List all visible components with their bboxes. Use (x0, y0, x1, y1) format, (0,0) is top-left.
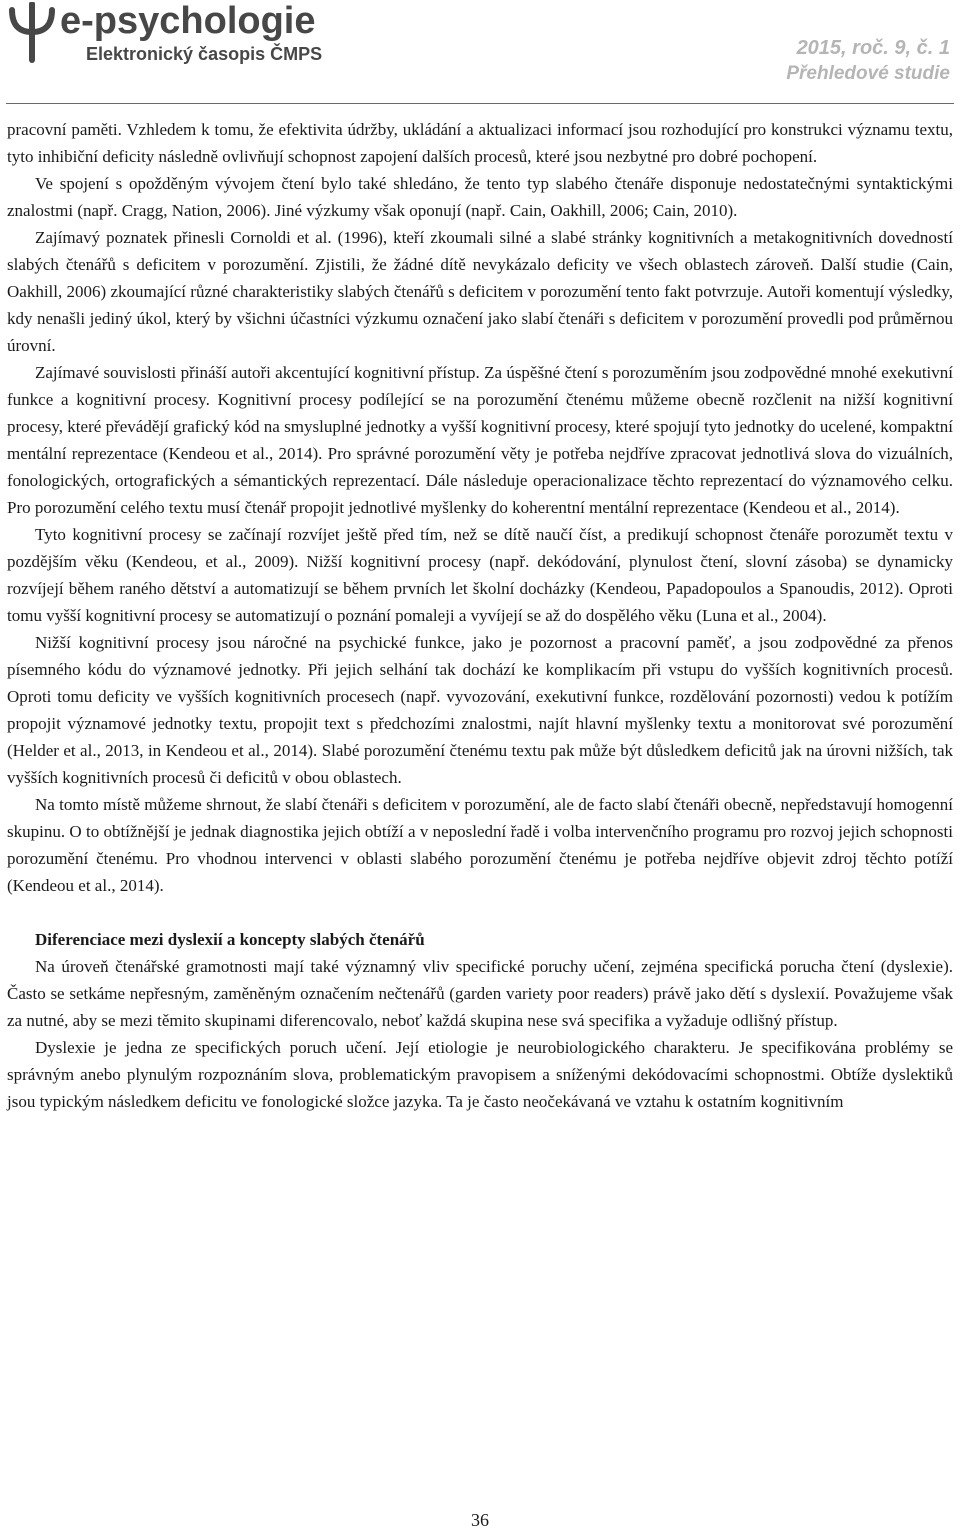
section-heading: Diferenciace mezi dyslexií a koncepty slabých čtenářů (35, 930, 425, 949)
paragraph: Nižší kognitivní procesy jsou náročné na psychické funkce, jako je pozornost a pracovní paměť, a jsou zodpovědné za přenos písemného kódu do významové jednotky. Při jejich selhání tak dochází ke komplikacím při vstupu do vyšších kognitivních procesů. Oproti tomu deficity ve vyšších kognitivních procesech (např. vyvozování, exekutivní funkce, rozdělování pozornosti) vedou k potížím propojit významové jednotky textu, propojit text s předchozími znalostmi, najít hlavní myšlenky textu a monitorovat své porozumění (Helder et al., 2013, in Kendeou et al., 2014). Slabé porozumění čtenému textu pak může být důsledkem deficitů jak na úrovni nižších, tak vyšších kognitivních procesů či deficitů v obou oblastech. (7, 633, 953, 787)
journal-logo (6, 0, 356, 70)
section-label: Přehledové studie (786, 63, 950, 84)
header-divider (6, 103, 954, 104)
paragraph: Zajímavý poznatek přinesli Cornoldi et al. (1996), kteří zkoumali silné a slabé stránky kognitivních a metakognitivních dovedností slabých čtenářů s deficitem v porozumění. Zjistili, že žádné dítě nevykázalo deficity ve všech oblastech zároveň. Další studie (Cain, Oakhill, 2006) zkoumající různé charakteristiky slabých čtenářů s deficitem v porozumění tento fakt potvrzuje. Autoři komentují výsledky, kdy nenašli jediný úkol, který by všichni účastníci výzkumu označení jako slabí čtenáři s deficitem v porozumění provedli pod průměrnou úrovní. (7, 228, 953, 355)
paragraph: pracovní paměti. Vzhledem k tomu, že efektivita údržby, ukládání a aktualizaci informací jsou rozhodující pro konstrukci významu textu, tyto inhibiční deficity následně ovlivňují schopnost zapojení dalších procesů, které jsou nezbytné pro dobré pochopení. (7, 120, 953, 166)
spacer (7, 899, 953, 926)
psi-letter-icon (6, 2, 58, 64)
paragraph: Zajímavé souvislosti přináší autoři akcentující kognitivní přístup. Za úspěšné čtení s porozuměním jsou zodpovědné mnohé exekutivní funkce a kognitivní procesy. Kognitivní procesy podílející se na porozumění čtenému můžeme obecně rozčlenit na nižší kognitivní procesy, které převádějí grafický kód na smysluplné jednotky a vyšší kognitivní procesy, které spojují tyto jednotky do ucelené, kompaktní mentální reprezentace (Kendeou et al., 2014). Pro správné porozumění věty je potřeba nejdříve zpracovat jednotlivá slova do vizuálních, fonologických, ortografických a sémantických reprezentací. Dále následuje operacionalizace těchto reprezentací do významového celku. Pro porozumění celého textu musí čtenář propojit jednotlivé myšlenky do koherentní mentální reprezentace (Kendeou et al., 2014). (7, 363, 953, 517)
page-number: 36 (471, 1510, 489, 1530)
paragraph: Ve spojení s opožděným vývojem čtení bylo také shledáno, že tento typ slabého čtenáře disponuje nedostatečnými syntaktickými znalostmi (např. Cragg, Nation, 2006). Jiné výzkumy však oponují (např. Cain, Oakhill, 2006; Cain, 2010). (7, 174, 953, 220)
issue-info (786, 35, 950, 87)
journal-name: e-psychologie (60, 0, 316, 42)
paragraph: Na tomto místě můžeme shrnout, že slabí čtenáři s deficitem v porozumění, ale de facto slabí čtenáři obecně, nepředstavují homogenní skupinu. O to obtížnější je jednak diagnostika jejich obtíží a v neposlední řadě i volba intervenčního programu pro rozvoj jejich schopnosti porozumění čtenému. Pro vhodnou intervenci v oblasti slabého porozumění čtenému je potřeba nejdříve objevit zdroj těchto potíží (Kendeou et al., 2014). (7, 795, 953, 895)
article-body (7, 116, 953, 1115)
paragraph: Tyto kognitivní procesy se začínají rozvíjet ještě před tím, než se dítě naučí číst, a predikují schopnost čtenáře porozumět textu v pozdějším věku (Kendeou, et al., 2009). Nižší kognitivní procesy (např. dekódování, plynulost čtení, slovní zásoba) se dynamicky rozvíjejí během raného dětství a automatizují se během prvních let školní docházky (Kendeou, Papadopoulos a Spanoudis, 2012). Oproti tomu vyšší kognitivní procesy se automatizují o poznání pomaleji a vyvíjejí se až do dospělého věku (Luna et al., 2004). (7, 525, 953, 625)
issue-label: 2015, roč. 9, č. 1 (796, 37, 950, 59)
journal-subtitle: Elektronický časopis ČMPS (86, 44, 323, 64)
paragraph: Na úroveň čtenářské gramotnosti mají také významný vliv specifické poruchy učení, zejména specifická porucha čtení (dyslexie). Často se setkáme nepřesným, zaměněným označením nečtenářů (garden variety poor readers) právě jako dětí s dyslexií. Považujeme však za nutné, aby se mezi těmito skupinami diferencovalo, neboť každá skupina nese svá specifika a vyžaduje odlišný přístup. (7, 957, 953, 1030)
paragraph: Dyslexie je jedna ze specifických poruch učení. Její etiologie je neurobiologického charakteru. Je specifikována problémy se správným anebo plynulým rozpoznáním slova, problematickým pravopisem a sníženými dekódovacími schopnostmi. Obtíže dyslektiků jsou typickým následkem deficitu ve fonologické složce jazyka. Ta je často neočekávaná ve vztahu k ostatním kognitivním (7, 1038, 953, 1111)
